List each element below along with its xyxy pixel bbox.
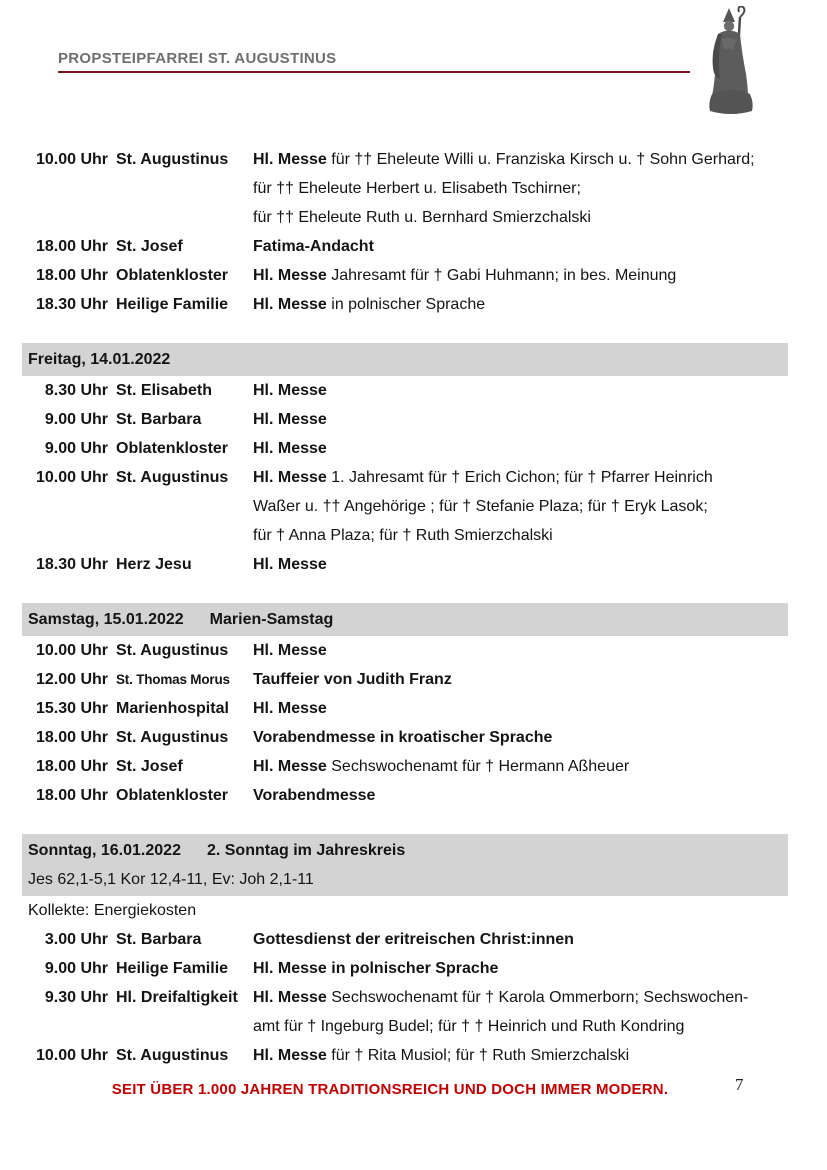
service-type: Hl. Messe bbox=[253, 469, 327, 486]
location-cell: St. Augustinus bbox=[116, 469, 229, 486]
location-cell: Oblatenkloster bbox=[116, 787, 229, 804]
time-cell: 12.00 Uhr bbox=[35, 671, 108, 688]
schedule-row bbox=[22, 261, 788, 290]
time-cell: 9.30 Uhr bbox=[44, 989, 108, 1006]
description-line bbox=[253, 723, 788, 752]
description-cell bbox=[253, 983, 788, 1041]
schedule-row bbox=[22, 983, 788, 1041]
location-cell: St. Thomas Morus bbox=[116, 672, 230, 687]
service-type: Hl. Messe bbox=[253, 296, 327, 313]
service-type: Vorabendmesse bbox=[253, 787, 376, 804]
schedule bbox=[22, 145, 788, 1070]
day-section-header bbox=[22, 343, 788, 376]
description-line: Hl. Messe Sechswochenamt für † Hermann Aßheuer bbox=[253, 758, 630, 775]
description-line bbox=[253, 694, 788, 723]
day-title: Freitag, 14.01.2022 bbox=[28, 351, 171, 368]
location-cell: Herz Jesu bbox=[116, 556, 192, 573]
description-cell bbox=[253, 376, 788, 405]
schedule-row bbox=[22, 145, 788, 232]
time-cell: 10.00 Uhr bbox=[35, 1047, 108, 1064]
service-type: Hl. Messe in polnischer Sprache bbox=[253, 960, 499, 977]
parish-title: PROPSTEIPFARREI ST. AUGUSTINUS bbox=[58, 50, 337, 67]
day-readings: Jes 62,1-5,1 Kor 12,4-11, Ev: Joh 2,1-11 bbox=[28, 871, 314, 888]
day-header-line bbox=[28, 836, 782, 865]
schedule-row bbox=[22, 752, 788, 781]
schedule-row bbox=[22, 723, 788, 752]
schedule-row bbox=[22, 376, 788, 405]
description-line bbox=[253, 434, 788, 463]
description-line bbox=[253, 636, 788, 665]
location-cell: Oblatenkloster bbox=[116, 440, 229, 457]
time-cell: 18.30 Uhr bbox=[35, 556, 108, 573]
schedule-row bbox=[22, 1041, 788, 1070]
day-section-header bbox=[22, 834, 788, 896]
service-type: Hl. Messe bbox=[253, 151, 327, 168]
service-type: Hl. Messe bbox=[253, 989, 327, 1006]
description-cell bbox=[253, 665, 788, 694]
description-cell bbox=[253, 636, 788, 665]
description-cell bbox=[253, 1041, 788, 1070]
schedule-row bbox=[22, 925, 788, 954]
service-type: Hl. Messe bbox=[253, 382, 327, 399]
description-line bbox=[253, 232, 788, 261]
description-cell bbox=[253, 723, 788, 752]
st-augustinus-statue-icon bbox=[700, 6, 762, 118]
collection-note: Kollekte: Energiekosten bbox=[28, 902, 197, 919]
schedule-row bbox=[22, 405, 788, 434]
location-cell: St. Josef bbox=[116, 238, 183, 255]
time-cell: 18.00 Uhr bbox=[35, 238, 108, 255]
location-cell: St. Josef bbox=[116, 758, 183, 775]
location-cell: Oblatenkloster bbox=[116, 267, 229, 284]
time-cell: 8.30 Uhr bbox=[44, 382, 108, 399]
service-type: Vorabendmesse in kroatischer Sprache bbox=[253, 729, 553, 746]
description-cell bbox=[253, 261, 788, 290]
description-line: Hl. Messe in polnischer Sprache bbox=[253, 296, 486, 313]
service-type: Hl. Messe bbox=[253, 411, 327, 428]
time-cell: 10.00 Uhr bbox=[35, 151, 108, 168]
description-line: für †† Eheleute Ruth u. Bernhard Smierzchalski bbox=[253, 209, 591, 226]
location-cell: St. Barbara bbox=[116, 411, 202, 428]
location-cell: Heilige Familie bbox=[116, 960, 229, 977]
time-cell: 18.30 Uhr bbox=[35, 296, 108, 313]
time-cell: 10.00 Uhr bbox=[35, 469, 108, 486]
time-cell: 10.00 Uhr bbox=[35, 642, 108, 659]
day-header-line bbox=[28, 605, 782, 634]
description-line: für †† Eheleute Herbert u. Elisabeth Tschirner; bbox=[253, 180, 581, 197]
description-cell bbox=[253, 434, 788, 463]
time-cell: 15.30 Uhr bbox=[35, 700, 108, 717]
schedule-row bbox=[22, 954, 788, 983]
service-type: Hl. Messe bbox=[253, 440, 327, 457]
description-line: Hl. Messe Sechswochenamt für † Karola Ommerborn; Sechswochen- bbox=[253, 989, 749, 1006]
location-cell: St. Elisabeth bbox=[116, 382, 213, 399]
description-cell bbox=[253, 405, 788, 434]
time-cell: 18.00 Uhr bbox=[35, 787, 108, 804]
time-cell: 3.00 Uhr bbox=[44, 931, 108, 948]
location-cell: St. Augustinus bbox=[116, 1047, 229, 1064]
description-cell bbox=[253, 145, 788, 232]
location-cell: St. Augustinus bbox=[116, 729, 229, 746]
page-number: 7 bbox=[735, 1075, 744, 1094]
service-type: Tauffeier von Judith Franz bbox=[253, 671, 452, 688]
description-line bbox=[253, 376, 788, 405]
description-line: Hl. Messe Jahresamt für † Gabi Huhmann; in bes. Meinung bbox=[253, 267, 677, 284]
time-cell: 18.00 Uhr bbox=[35, 758, 108, 775]
service-type: Hl. Messe bbox=[253, 642, 327, 659]
time-cell: 9.00 Uhr bbox=[44, 440, 108, 457]
time-cell: 9.00 Uhr bbox=[44, 411, 108, 428]
schedule-row bbox=[22, 636, 788, 665]
description-cell bbox=[253, 781, 788, 810]
day-title: Sonntag, 16.01.2022 bbox=[28, 842, 181, 859]
day-header-line bbox=[28, 345, 782, 374]
location-cell: Heilige Familie bbox=[116, 296, 229, 313]
day-title: Samstag, 15.01.2022 bbox=[28, 611, 184, 628]
description-cell bbox=[253, 463, 788, 550]
description-cell bbox=[253, 925, 788, 954]
location-cell: St. Barbara bbox=[116, 931, 202, 948]
day-subtitle: Marien-Samstag bbox=[209, 611, 334, 628]
service-type: Hl. Messe bbox=[253, 1047, 327, 1064]
schedule-row bbox=[22, 665, 788, 694]
schedule-row bbox=[22, 463, 788, 550]
description-line: amt für † Ingeburg Budel; für † † Heinrich und Ruth Kondring bbox=[253, 1018, 685, 1035]
description-line bbox=[253, 405, 788, 434]
description-line bbox=[253, 550, 788, 579]
time-cell: 9.00 Uhr bbox=[44, 960, 108, 977]
description-cell bbox=[253, 550, 788, 579]
location-cell: Hl. Dreifaltigkeit bbox=[116, 989, 238, 1006]
footer-slogan: SEIT ÜBER 1.000 JAHREN TRADITIONSREICH UND DOCH IMMER MODERN. bbox=[111, 1081, 669, 1098]
description-cell bbox=[253, 954, 788, 983]
schedule-row bbox=[22, 434, 788, 463]
description-cell bbox=[253, 232, 788, 261]
schedule-row bbox=[22, 290, 788, 319]
time-cell: 18.00 Uhr bbox=[35, 729, 108, 746]
description-line: Waßer u. †† Angehörige ; für † Stefanie Plaza; für † Eryk Lasok; bbox=[253, 498, 708, 515]
location-cell: St. Augustinus bbox=[116, 642, 229, 659]
description-line bbox=[253, 954, 788, 983]
description-line bbox=[253, 665, 788, 694]
page-header bbox=[58, 50, 690, 73]
day-subtitle: 2. Sonntag im Jahreskreis bbox=[206, 842, 406, 859]
service-type: Hl. Messe bbox=[253, 556, 327, 573]
service-type: Gottesdienst der eritreischen Christ:innen bbox=[253, 931, 574, 948]
description-cell bbox=[253, 752, 788, 781]
time-cell: 18.00 Uhr bbox=[35, 267, 108, 284]
description-cell bbox=[253, 694, 788, 723]
schedule-row bbox=[22, 694, 788, 723]
description-line bbox=[253, 781, 788, 810]
description-line: Hl. Messe für † Rita Musiol; für † Ruth Smierzchalski bbox=[253, 1047, 630, 1064]
description-line: Hl. Messe für †† Eheleute Willi u. Franziska Kirsch u. † Sohn Gerhard; bbox=[253, 151, 755, 168]
schedule-row bbox=[22, 550, 788, 579]
service-type: Hl. Messe bbox=[253, 758, 327, 775]
description-line: für † Anna Plaza; für † Ruth Smierzchalski bbox=[253, 527, 553, 544]
service-type: Hl. Messe bbox=[253, 700, 327, 717]
location-cell: Marienhospital bbox=[116, 700, 229, 717]
description-line: Hl. Messe 1. Jahresamt für † Erich Cichon; für † Pfarrer Heinrich bbox=[253, 469, 713, 486]
schedule-row bbox=[22, 781, 788, 810]
service-type: Hl. Messe bbox=[253, 267, 327, 284]
location-cell: St. Augustinus bbox=[116, 151, 229, 168]
service-type: Fatima-Andacht bbox=[253, 238, 374, 255]
day-section-header bbox=[22, 603, 788, 636]
schedule-row bbox=[22, 232, 788, 261]
description-line bbox=[253, 925, 788, 954]
description-cell bbox=[253, 290, 788, 319]
